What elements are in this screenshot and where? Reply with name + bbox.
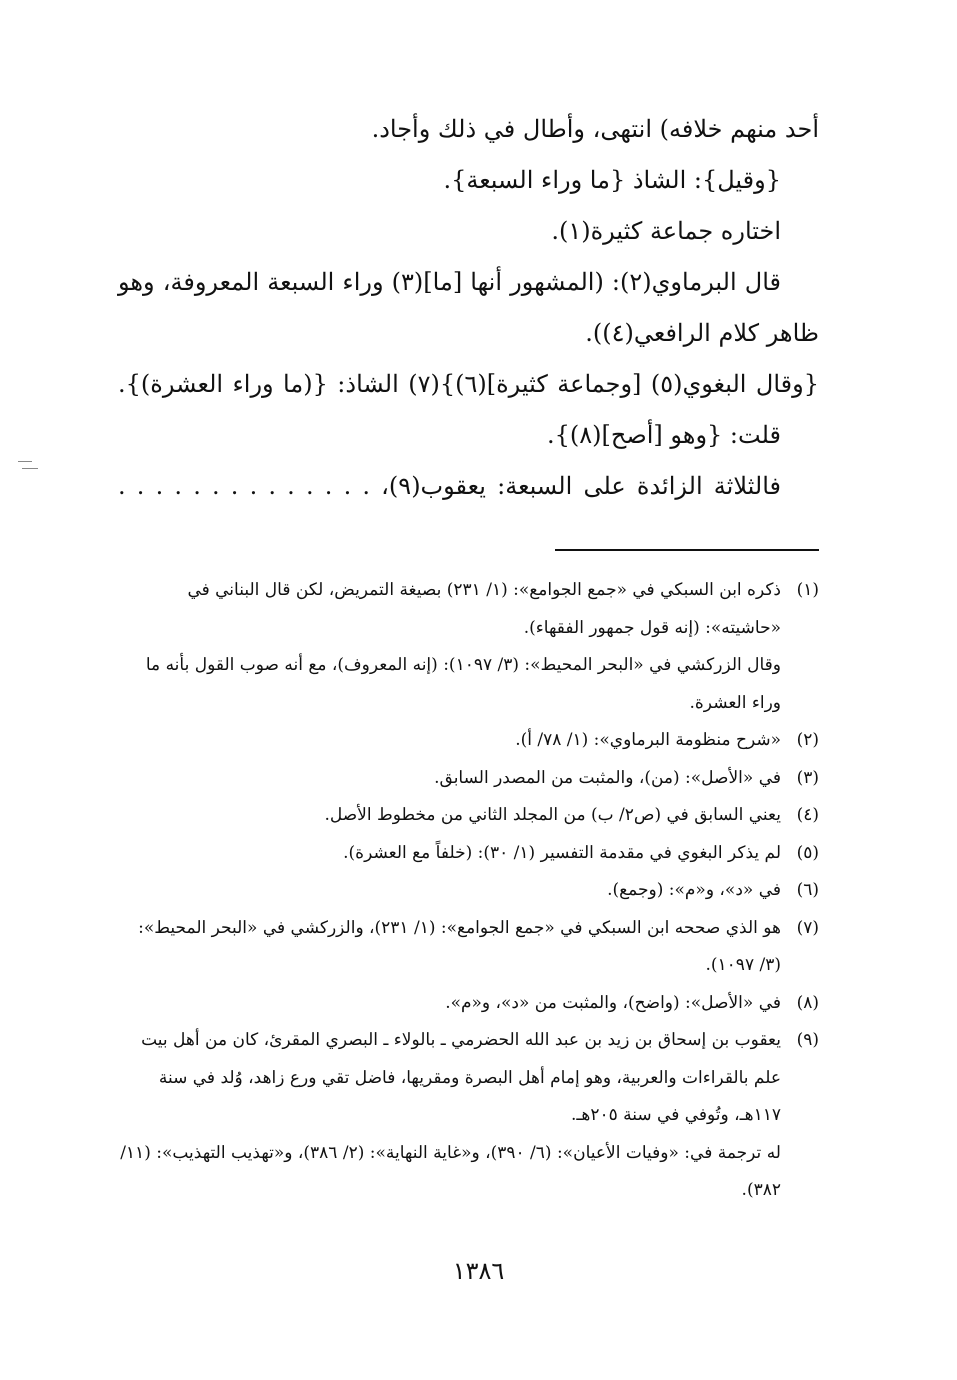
- footnote-number: (٥): [796, 842, 819, 863]
- footnote-text: في «الأصل»: (من)، والمثبت من المصدر السابق.: [434, 767, 781, 788]
- footnote-7: [118, 910, 819, 985]
- footnote-text: لم يذكر البغوي في مقدمة التفسير (١/ ٣٠): (خلفاً مع العشرة).: [343, 842, 781, 863]
- footnote-text: يعقوب بن إسحاق بن زيد بن عبد الله الحضرمي ـ بالولاء ـ البصري المقرئ، كان من أهل بيت علم بالقراءات والعربية، وهو إمام أهل البصرة ومقريها، فاضل تقي ورع زاهد، وُلد في سنة ١١٧هـ، وتُوفي في سنة ٢٠٥هـ.: [141, 1030, 781, 1125]
- footnote-5: [118, 835, 819, 873]
- footnote-number: (٤): [796, 805, 819, 825]
- footnote-6: [118, 872, 819, 910]
- footnote-text: ذكره ابن السبكي في «جمع الجوامع»: (١/ ٢٣١) بصيغة التمريض، لكن قال البناني في «حاشيته»: (إنه قول جمهور الفقهاء).: [187, 580, 781, 638]
- footnote-number: (٢): [796, 730, 819, 750]
- main-line-8: فالثلاثة الزائدة على السبعة: يعقوب(٩)، . . . . . . . . . . . . . .: [118, 472, 782, 500]
- footnote-1-continuation: [118, 647, 819, 722]
- footnote-1: [118, 572, 819, 647]
- footnote-3: [118, 760, 819, 798]
- footnotes: [118, 572, 819, 1210]
- footnote-9: [118, 1022, 819, 1135]
- footnote-number: (٨): [796, 992, 819, 1013]
- main-line-2: {وقيل}: الشاذ {ما وراء السبعة}.: [443, 166, 781, 194]
- footnote-9-continuation: [118, 1135, 819, 1210]
- footnote-number: (٣): [796, 767, 819, 788]
- footnote-text: في «د»، و«م»: (وجمع).: [607, 880, 781, 900]
- footnote-2: [118, 722, 819, 760]
- main-line-4: قال البرماوي(٢): (المشهور أنها [ما](٣) وراء السبعة المعروفة، وهو: [118, 268, 781, 296]
- main-line-5: ظاهر كلام الرافعي(٤)).: [585, 319, 819, 347]
- footnote-number: (٧): [796, 917, 819, 938]
- footnote-text: له ترجمة في: «وفيات الأعيان»: (٦/ ٣٩٠)، و«غاية النهاية»: (٢/ ٣٨٦)، و«تهذيب التهذيب»: (١١/ ٣٨٢).: [120, 1142, 781, 1200]
- footnote-text: يعني السابق في (ص٢/ ب) من المجلد الثاني من مخطوط الأصل.: [324, 805, 781, 825]
- main-line-1: أحد منهم خلافه) انتهى، وأطال في ذلك وأجاد.: [371, 115, 819, 143]
- footnote-text: في «الأصل»: (واضح)، والمثبت من «د»، و«م».: [445, 992, 781, 1013]
- footnote-divider: [555, 549, 819, 551]
- page-number: ١٣٨٦: [452, 1257, 505, 1285]
- footnote-text: هو الذي صححه ابن السبكي في «جمع الجوامع»: (١/ ٢٣١)، والزركشي في «البحر المحيط»: (٣/ ١٠٩٧).: [138, 917, 781, 975]
- footnote-number: (٩): [796, 1030, 819, 1050]
- footnote-text: وقال الزركشي في «البحر المحيط»: (٣/ ١٠٩٧): (إنه المعروف)، مع أنه صوب القول بأنه ما وراء العشرة.: [145, 655, 781, 713]
- footnote-text: «شرح منظومة البرماوي»: (١/ ٧٨/ أ).: [515, 730, 781, 750]
- main-text: [118, 104, 819, 512]
- margin-scan-mark: [18, 455, 40, 475]
- main-line-7: قلت: {وهو [أصح](٨)}.: [546, 421, 781, 449]
- footnote-number: (١): [796, 580, 819, 600]
- footnote-8: [118, 985, 819, 1023]
- main-line-6: {وقال البغوي(٥) [وجماعة كثيرة](٦)}(٧) الشاذ: {(ما وراء العشرة)}.: [118, 370, 819, 398]
- footnote-4: [118, 797, 819, 835]
- footnote-number: (٦): [796, 880, 819, 900]
- main-line-3: اختاره جماعة كثيرة(١).: [551, 217, 781, 245]
